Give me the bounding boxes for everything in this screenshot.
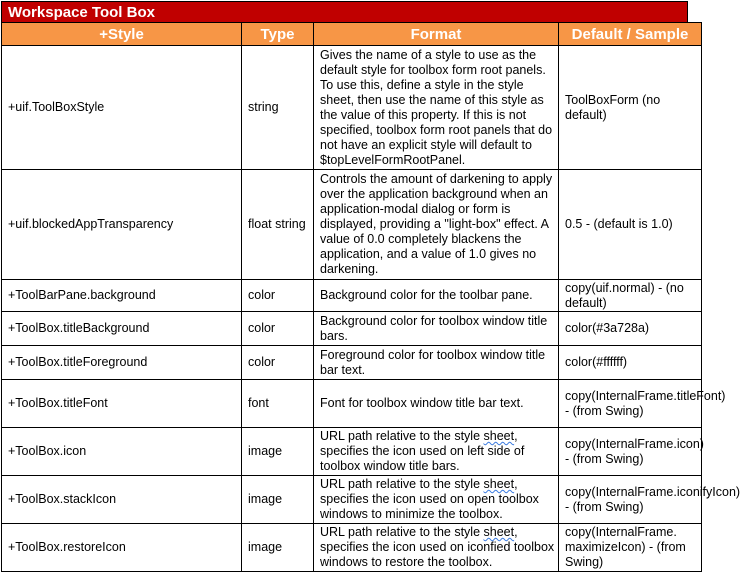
default-cell: copy(uif.normal) - (no default): [559, 280, 702, 312]
table-row: [2, 380, 702, 428]
table-row: [2, 346, 702, 380]
type-cell: string: [242, 46, 314, 170]
format-cell: Foreground color for toolbox window title bar text.: [314, 346, 559, 380]
type-cell: image: [242, 524, 314, 572]
default-cell: color(#3a728a): [559, 312, 702, 346]
type-cell: color: [242, 312, 314, 346]
style-cell: +ToolBox.titleForeground: [2, 346, 242, 380]
style-cell: +ToolBox.restoreIcon: [2, 524, 242, 572]
table-row: [2, 428, 702, 476]
default-cell: copy(InternalFrame.titleFont) - (from Swing): [559, 380, 702, 428]
table-row: [2, 476, 702, 524]
table-row: [2, 312, 702, 346]
type-cell: float string: [242, 170, 314, 280]
type-cell: color: [242, 346, 314, 380]
table-title: Workspace Tool Box: [1, 1, 688, 22]
style-cell: +ToolBox.stackIcon: [2, 476, 242, 524]
format-cell: Gives the name of a style to use as the default style for toolbox form root panels. To use this, define a style in the style sheet, then use the name of this style as the value of this property. If this is not specified, toolbox form root panels that do not have an explicit style will default to $topLevelFormRootPanel.: [314, 46, 559, 170]
default-cell: copy(InternalFrame. maximizeIcon) - (from Swing): [559, 524, 702, 572]
style-cell: +ToolBox.icon: [2, 428, 242, 476]
style-cell: +uif.ToolBoxStyle: [2, 46, 242, 170]
col-header-type: Type: [242, 23, 314, 46]
format-cell: Background color for the toolbar pane.: [314, 280, 559, 312]
default-cell: copy(InternalFrame.icon) - (from Swing): [559, 428, 702, 476]
toolbox-spec-table-container: [1, 1, 740, 572]
format-cell: Controls the amount of darkening to apply over the application background when an application-modal dialog or form is displayed, providing a "light-box" effect. A value of 0.0 completely blackens the application, and a value of 1.0 gives no darkening.: [314, 170, 559, 280]
table-row: [2, 280, 702, 312]
default-cell: 0.5 - (default is 1.0): [559, 170, 702, 280]
format-cell: Font for toolbox window title bar text.: [314, 380, 559, 428]
col-header-default: Default / Sample: [559, 23, 702, 46]
style-table: [1, 22, 740, 572]
type-cell: image: [242, 428, 314, 476]
format-cell: URL path relative to the style sheet, specifies the icon used on open toolbox windows to minimize the toolbox.: [314, 476, 559, 524]
style-cell: +ToolBox.titleBackground: [2, 312, 242, 346]
header-row: [2, 23, 702, 46]
type-cell: color: [242, 280, 314, 312]
style-cell: +ToolBarPane.background: [2, 280, 242, 312]
type-cell: image: [242, 476, 314, 524]
default-cell: color(#ffffff): [559, 346, 702, 380]
style-cell: +uif.blockedAppTransparency: [2, 170, 242, 280]
table-row: [2, 170, 702, 280]
col-header-format: Format: [314, 23, 559, 46]
table-row: [2, 524, 702, 572]
style-cell: +ToolBox.titleFont: [2, 380, 242, 428]
format-cell: URL path relative to the style sheet, specifies the icon used on iconfied toolbox windows to restore the toolbox.: [314, 524, 559, 572]
format-cell: URL path relative to the style sheet, specifies the icon used on left side of toolbox window title bars.: [314, 428, 559, 476]
default-cell: copy(InternalFrame.iconifyIcon) - (from Swing): [559, 476, 702, 524]
col-header-style: +Style: [2, 23, 242, 46]
default-cell: ToolBoxForm (no default): [559, 46, 702, 170]
type-cell: font: [242, 380, 314, 428]
format-cell: Background color for toolbox window title bars.: [314, 312, 559, 346]
table-row: [2, 46, 702, 170]
